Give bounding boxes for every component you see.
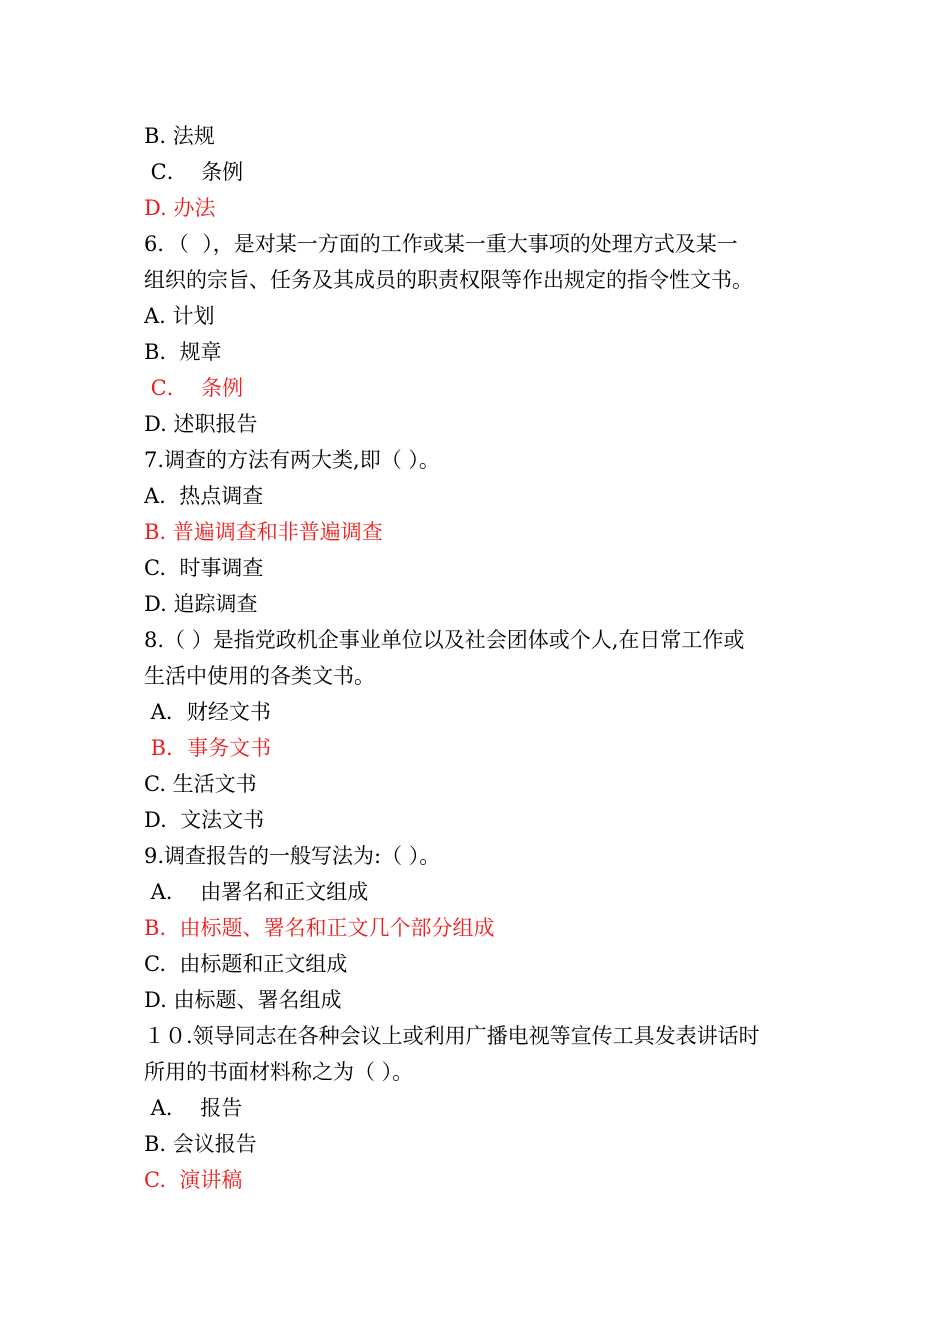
q6-answer-option-c: C． 条例: [144, 376, 244, 400]
option-c-tiaoli: C． 条例: [144, 160, 244, 184]
q10-answer-option-c: C. 演讲稿: [144, 1168, 243, 1192]
question-list: [144, 118, 812, 1198]
q7-option-d: D. 追踪调查: [144, 592, 258, 616]
answer-option-d-banfa: D. 办法: [144, 196, 216, 220]
question-10-stem-line2: 所用的书面材料称之为（ ）。: [144, 1060, 414, 1084]
question-7-stem: 7.调查的方法有两大类,即（ ）。: [144, 448, 440, 472]
q6-option-a: A. 计划: [144, 304, 215, 328]
q6-option-b: B. 规章: [144, 340, 222, 364]
q8-answer-option-b: B．事务文书: [144, 736, 272, 760]
q8-option-d: D. 文法文书: [144, 808, 265, 832]
q10-option-a: A． 报告: [144, 1096, 243, 1120]
q10-option-b: B. 会议报告: [144, 1132, 257, 1156]
q9-option-c: C. 由标题和正文组成: [144, 952, 348, 976]
q8-option-a: A．财经文书: [144, 700, 271, 724]
q9-answer-option-b: B. 由标题、署名和正文几个部分组成: [144, 916, 495, 940]
question-10-stem-line1: １０.领导同志在各种会议上或利用广播电视等宣传工具发表讲话时: [144, 1024, 760, 1048]
q7-answer-option-b: B. 普遍调查和非普遍调查: [144, 520, 383, 544]
question-8-stem-line2: 生活中使用的各类文书。: [144, 664, 375, 688]
q9-option-a: A． 由署名和正文组成: [144, 880, 369, 904]
question-9-stem: 9.调查报告的一般写法为:（ ）。: [144, 844, 441, 868]
q6-option-d: D. 述职报告: [144, 412, 258, 436]
question-8-stem-line1: 8.（ ）是指党政机企事业单位以及社会团体或个人,在日常工作或: [144, 628, 745, 652]
q8-option-c: C. 生活文书: [144, 772, 257, 796]
q7-option-c: C. 时事调查: [144, 556, 264, 580]
option-b-fagui: B. 法规: [144, 124, 215, 148]
q7-option-a: A. 热点调查: [144, 484, 264, 508]
q9-option-d: D. 由标题、署名组成: [144, 988, 342, 1012]
question-6-stem-line1: 6．（ ），是对某一方面的工作或某一重大事项的处理方式及某一: [144, 232, 738, 256]
question-6-stem-line2: 组织的宗旨、任务及其成员的职责权限等作出规定的指令性文书。: [144, 268, 753, 292]
